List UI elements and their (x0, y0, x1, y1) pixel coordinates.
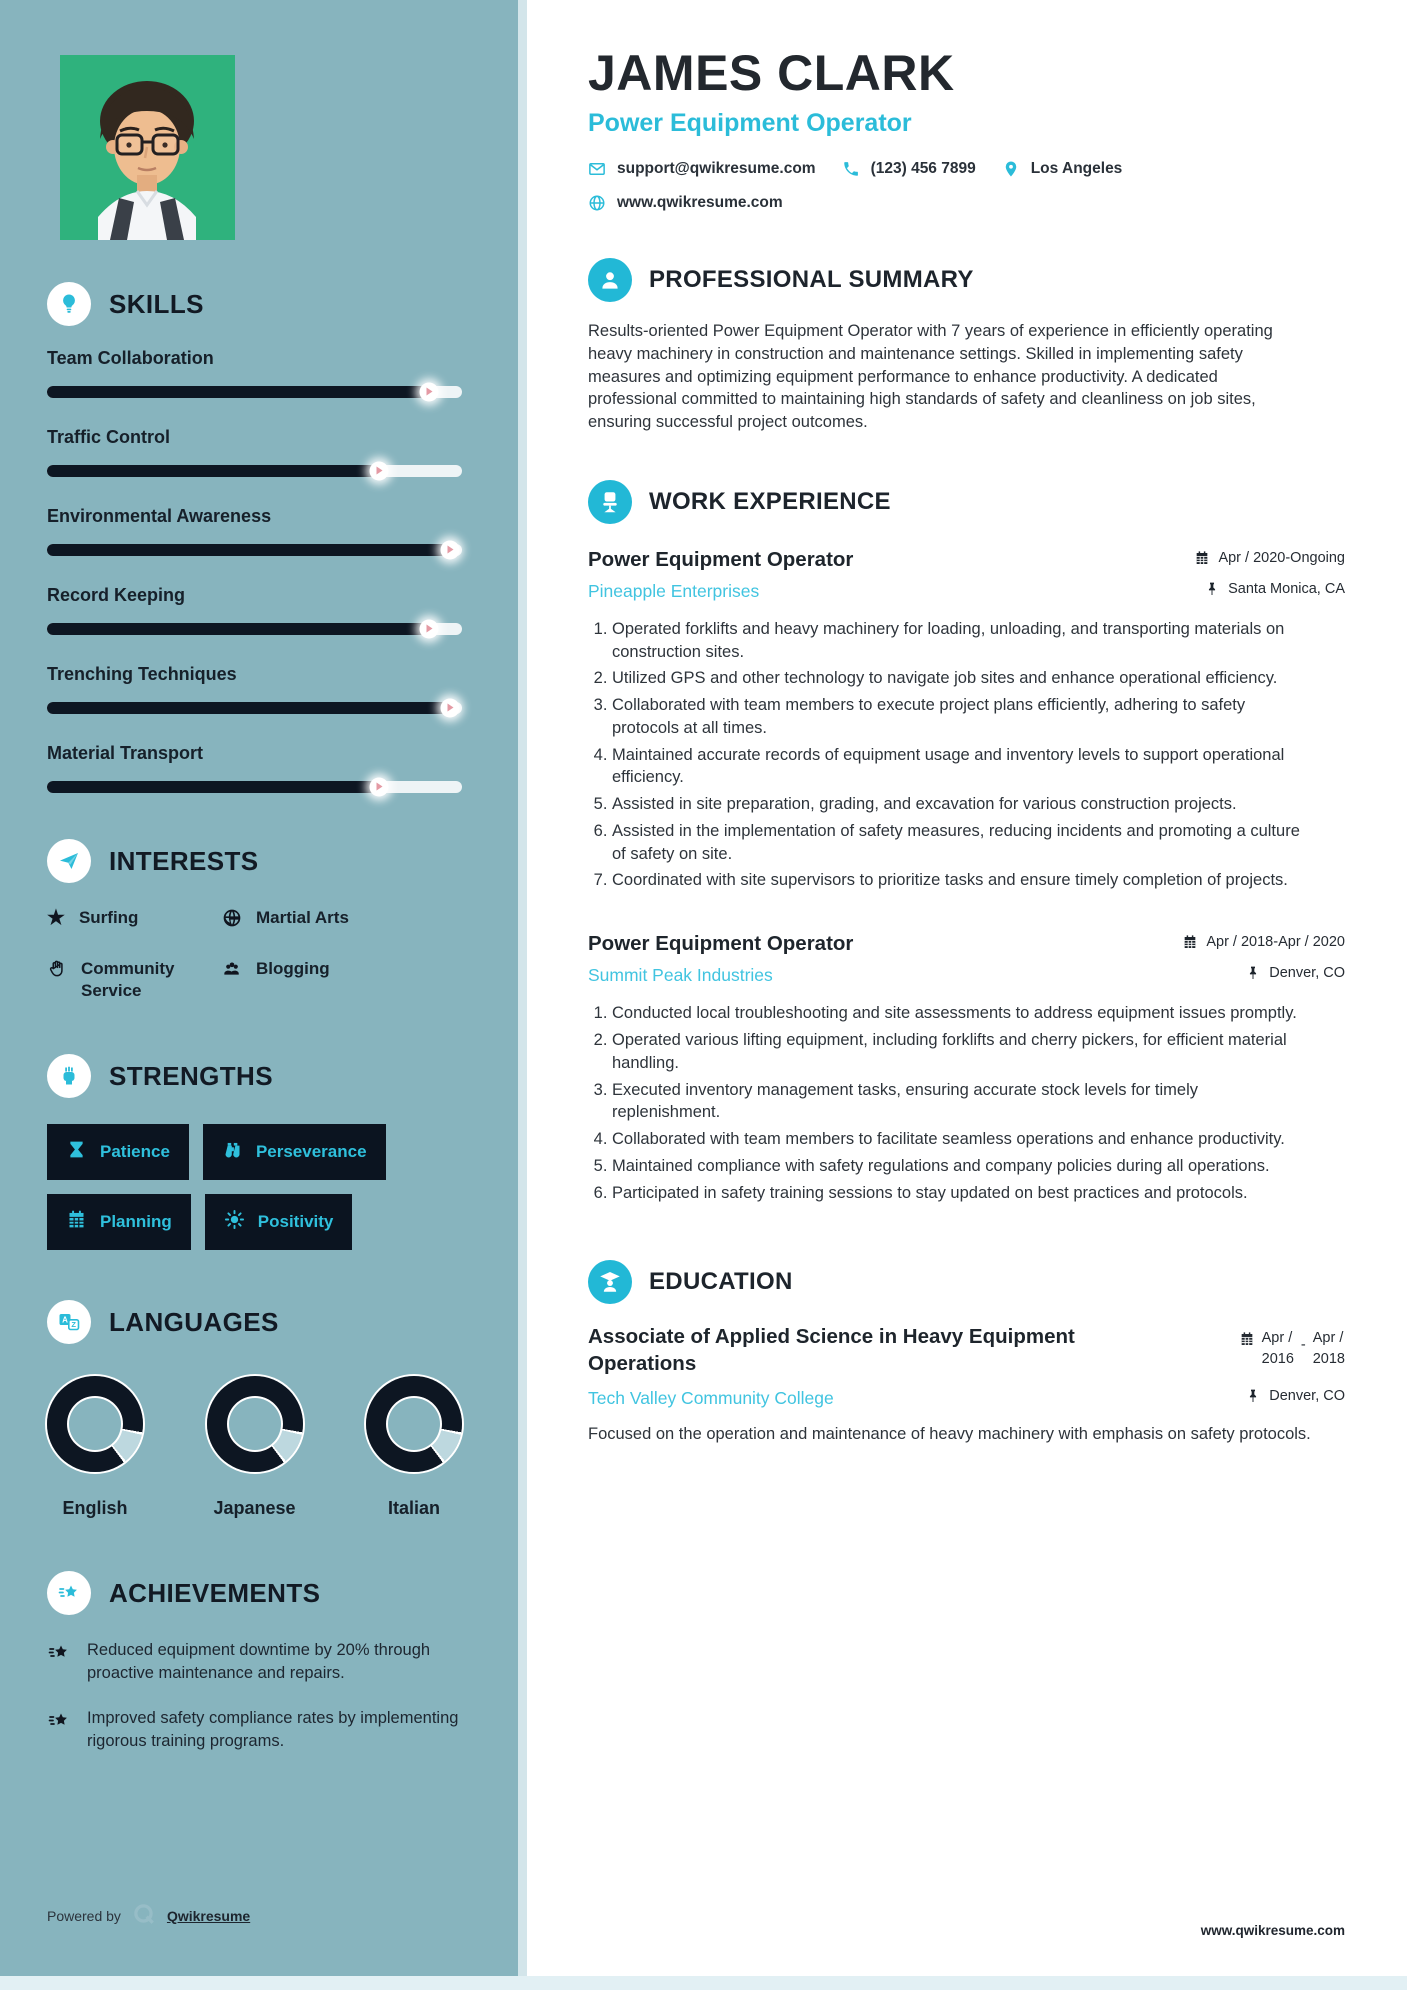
job-bullet: 1. Operated forklifts and heavy machinery for loading, unloading, and transporting materials on construction sites. (612, 618, 1308, 664)
language-label: Japanese (213, 1498, 296, 1519)
calendar-icon (1182, 934, 1198, 950)
summary-heading: PROFESSIONAL SUMMARY (649, 266, 974, 293)
pushpin-icon (1245, 1388, 1261, 1404)
job-location (1245, 965, 1345, 981)
job-company-row (588, 581, 1345, 602)
job-company-row (588, 965, 1345, 986)
star-icon: ★ (47, 907, 65, 929)
education-title-row (588, 1324, 1345, 1377)
skill-label: Material Transport (47, 743, 204, 763)
education-description: Focused on the operation and maintenance of heavy machinery with emphasis on safety protocols. (588, 1424, 1311, 1443)
location-pin-icon (1002, 160, 1020, 178)
pushpin-icon (1204, 581, 1220, 597)
education-school-row (588, 1388, 1345, 1409)
skill-row (47, 348, 462, 398)
strengths-heading: STRENGTHS (109, 1060, 273, 1091)
interest-label: Blogging (256, 959, 330, 979)
job-bullet: 3. Collaborated with team members to execute project plans efficiently, adhering to safety protocols at all times. (612, 694, 1308, 740)
achievements-section (0, 1571, 518, 1752)
skill-label: Trenching Techniques (47, 664, 237, 684)
skill-list (47, 348, 462, 793)
shooting-star-icon (47, 1571, 91, 1615)
calendar-icon (66, 1209, 87, 1235)
company-name: Pineapple Enterprises (588, 580, 760, 601)
experience-header (588, 480, 1345, 524)
achievement-text: Improved safety compliance rates by implementing rigorous training programs. (87, 1708, 459, 1750)
job-bullet: 3. Executed inventory management tasks, ensuring accurate stock levels for timely replenishment. (612, 1079, 1308, 1125)
skill-progress-fill (47, 544, 450, 556)
language-donut-chart (207, 1376, 303, 1472)
slider-thumb[interactable] (440, 699, 459, 718)
skill-label: Team Collaboration (47, 348, 214, 368)
phone-item (842, 160, 976, 178)
company-name: Summit Peak Industries (588, 965, 773, 986)
strength-label: Patience (100, 1142, 170, 1162)
skill-label: Environmental Awareness (47, 506, 272, 526)
slider-thumb[interactable] (370, 462, 389, 481)
job-dates (1194, 550, 1345, 566)
education-header (588, 1260, 1345, 1304)
skill-row (47, 585, 462, 635)
main-content (536, 0, 1407, 1990)
footer-website: www.qwikresume.com (1200, 1923, 1345, 1938)
skill-progress-bar (47, 465, 462, 477)
job-bullet: 1. Conducted local troubleshooting and site assessments to address equipment issues promptly. (612, 1002, 1308, 1025)
job-dates (1182, 934, 1345, 950)
job-bullet: 4. Collaborated with team members to facilitate seamless operations and enhance productivity. (612, 1128, 1308, 1151)
globe-icon (222, 908, 242, 934)
language-donut-chart (366, 1376, 462, 1472)
email-item (588, 160, 816, 178)
achievement-item (47, 1707, 462, 1753)
slider-thumb[interactable] (440, 541, 459, 560)
job-dates-text: Apr / 2020-Ongoing (1218, 549, 1345, 566)
fist-icon (47, 1054, 91, 1098)
shooting-star-icon (47, 1641, 71, 1685)
strength-badge (203, 1124, 386, 1180)
interest-item (222, 958, 462, 1002)
interest-item (47, 958, 222, 1002)
binoculars-icon (222, 1139, 243, 1165)
language-item (47, 1376, 143, 1519)
skill-progress-fill (47, 702, 450, 714)
candidate-title: Power Equipment Operator (588, 109, 912, 137)
achievement-text: Reduced equipment downtime by 20% through proactive maintenance and repairs. (87, 1641, 431, 1683)
degree-title: Associate of Applied Science in Heavy Equipment Operations (588, 1325, 1075, 1376)
job-title: Power Equipment Operator (588, 932, 854, 956)
summary-header (588, 258, 1345, 302)
users-icon (222, 959, 242, 985)
powered-by (47, 1901, 250, 1930)
strength-label: Perseverance (255, 1142, 367, 1162)
website-item (588, 194, 783, 212)
education-date-end-month: Apr / (1312, 1330, 1344, 1347)
education-location (1245, 1388, 1345, 1404)
interest-label: Martial Arts (256, 908, 349, 927)
achievements-header (47, 1571, 462, 1615)
strength-badge (47, 1194, 191, 1250)
achievements-heading: ACHIEVEMENTS (109, 1577, 321, 1608)
education-section (588, 1260, 1345, 1445)
slider-thumb[interactable] (370, 778, 389, 797)
interest-label: Surfing (78, 908, 139, 927)
calendar-icon (1239, 1331, 1255, 1347)
skill-label: Record Keeping (47, 585, 186, 605)
achievement-list (47, 1639, 462, 1752)
strength-label: Planning (100, 1212, 172, 1232)
skill-progress-bar (47, 623, 462, 635)
education-date-separator: - (1300, 1337, 1306, 1354)
svg-text:A: A (62, 1315, 68, 1325)
interest-label: Community Service (81, 959, 175, 1001)
interest-item (222, 907, 462, 934)
job-bullet: 5. Assisted in site preparation, grading, and excavation for various construction projects. (612, 793, 1308, 816)
person-icon (588, 258, 632, 302)
envelope-icon (588, 160, 606, 178)
skill-row (47, 664, 462, 714)
skill-progress-bar (47, 781, 462, 793)
summary-section (588, 258, 1345, 434)
language-item (366, 1376, 462, 1519)
job-title-row (588, 932, 1345, 956)
interests-header (47, 839, 462, 883)
location-text: Los Angeles (1030, 160, 1123, 177)
language-label: English (62, 1498, 128, 1519)
education-date-start (1262, 1328, 1294, 1370)
experience-section (588, 480, 1345, 1205)
candidate-name: JAMES CLARK (588, 45, 955, 101)
skill-progress-bar (47, 386, 462, 398)
strength-badges (47, 1124, 462, 1250)
qwikresume-link[interactable]: Qwikresume (166, 1907, 251, 1924)
phone-text: (123) 456 7899 (870, 160, 976, 177)
language-donut-chart (47, 1376, 143, 1472)
contact-row-2 (588, 194, 1345, 212)
strengths-section (0, 1054, 518, 1250)
slider-thumb[interactable] (419, 620, 438, 639)
page-bottom-strip (0, 1976, 1407, 1990)
skill-row (47, 743, 462, 793)
skill-label: Traffic Control (47, 427, 171, 447)
office-chair-icon (588, 480, 632, 524)
contact-row-1 (588, 160, 1345, 178)
achievement-item (47, 1639, 462, 1685)
phone-icon (842, 160, 860, 178)
skills-section (0, 282, 518, 793)
job-location-text: Denver, CO (1269, 965, 1345, 982)
strength-badge (47, 1124, 189, 1180)
language-item (207, 1376, 303, 1519)
calendar-icon (1194, 550, 1210, 566)
paper-plane-icon (47, 839, 91, 883)
education-date-start-month: Apr / (1261, 1330, 1293, 1347)
job-bullet: 2. Utilized GPS and other technology to navigate job sites and enhance operational efficiency. (612, 667, 1308, 690)
job-entry (588, 548, 1345, 892)
strength-label: Positivity (257, 1212, 334, 1232)
strength-badge (205, 1194, 353, 1250)
job-title: Power Equipment Operator (588, 547, 854, 571)
languages-header (47, 1300, 462, 1344)
svg-text:Z: Z (71, 1320, 76, 1330)
interests-grid (47, 907, 462, 1002)
job-bullet: 6. Participated in safety training sessions to stay updated on best practices and protocols. (612, 1182, 1308, 1205)
job-bullet-list (588, 1002, 1308, 1204)
interests-heading: INTERESTS (109, 845, 259, 876)
job-location (1204, 581, 1345, 597)
summary-text: Results-oriented Power Equipment Operator with 7 years of experience in efficiently operating heavy machinery in construction and maintenance settings. Skilled in implementing safety measures and optimizing equipment performance to enhance productivity. A dedicated professional committed to maintaining high standards of safety and cleanliness on job sites, ensuring successful project outcomes. (588, 322, 1273, 432)
lightbulb-icon (47, 282, 91, 326)
skills-heading: SKILLS (109, 288, 204, 319)
education-date-start-year: 2016 (1261, 1351, 1294, 1368)
job-bullet: 4. Maintained accurate records of equipment usage and inventory levels to support operational efficiency. (612, 744, 1308, 790)
languages-heading: LANGUAGES (109, 1306, 279, 1337)
education-date-end-year: 2018 (1312, 1351, 1345, 1368)
interests-section (0, 839, 518, 1002)
globe-icon (588, 194, 606, 212)
strengths-header (47, 1054, 462, 1098)
interest-item (47, 907, 222, 934)
qwikresume-logo-icon (131, 1901, 157, 1930)
language-donuts (47, 1376, 462, 1519)
skill-progress-bar (47, 544, 462, 556)
shooting-star-icon (47, 1709, 71, 1753)
pushpin-icon (1245, 965, 1261, 981)
skill-progress-fill (47, 623, 429, 635)
job-bullet: 2. Operated various lifting equipment, including forklifts and cherry pickers, for efficient material handling. (612, 1029, 1308, 1075)
skill-progress-bar (47, 702, 462, 714)
education-date-end (1313, 1328, 1345, 1370)
website-text: www.qwikresume.com (617, 194, 783, 211)
skill-progress-fill (47, 465, 379, 477)
education-dates (1239, 1324, 1345, 1377)
job-location-text: Santa Monica, CA (1228, 580, 1345, 597)
job-bullet: 6. Assisted in the implementation of safety measures, reducing incidents and promoting a culture of safety on site. (612, 820, 1308, 866)
powered-by-label: Powered by (47, 1907, 121, 1924)
sidebar (0, 0, 527, 1990)
skills-header (47, 282, 462, 326)
education-heading: EDUCATION (649, 1268, 793, 1296)
school-name: Tech Valley Community College (588, 1387, 834, 1408)
skill-row (47, 506, 462, 556)
job-bullet-list (588, 618, 1308, 892)
skill-progress-fill (47, 781, 379, 793)
skill-row (47, 427, 462, 477)
profile-photo (60, 55, 235, 240)
job-bullet: 5. Maintained compliance with safety regulations and company policies during all operations. (612, 1155, 1308, 1178)
education-location-text: Denver, CO (1269, 1387, 1345, 1404)
sun-icon (224, 1209, 245, 1235)
email-text: support@qwikresume.com (617, 160, 816, 177)
hand-icon (47, 959, 67, 985)
job-dates-text: Apr / 2018-Apr / 2020 (1206, 934, 1345, 951)
job-title-row (588, 548, 1345, 572)
graduate-icon (588, 1260, 632, 1304)
location-item (1002, 160, 1123, 178)
slider-thumb[interactable] (419, 383, 438, 402)
job-entry (588, 932, 1345, 1204)
hourglass-icon (66, 1139, 87, 1165)
languages-section (0, 1300, 518, 1519)
job-bullet: 7. Coordinated with site supervisors to prioritize tasks and ensure timely completion of projects. (612, 869, 1308, 892)
translate-icon (47, 1300, 91, 1344)
experience-heading: WORK EXPERIENCE (649, 487, 891, 515)
skill-progress-fill (47, 386, 429, 398)
language-label: Italian (387, 1498, 440, 1519)
